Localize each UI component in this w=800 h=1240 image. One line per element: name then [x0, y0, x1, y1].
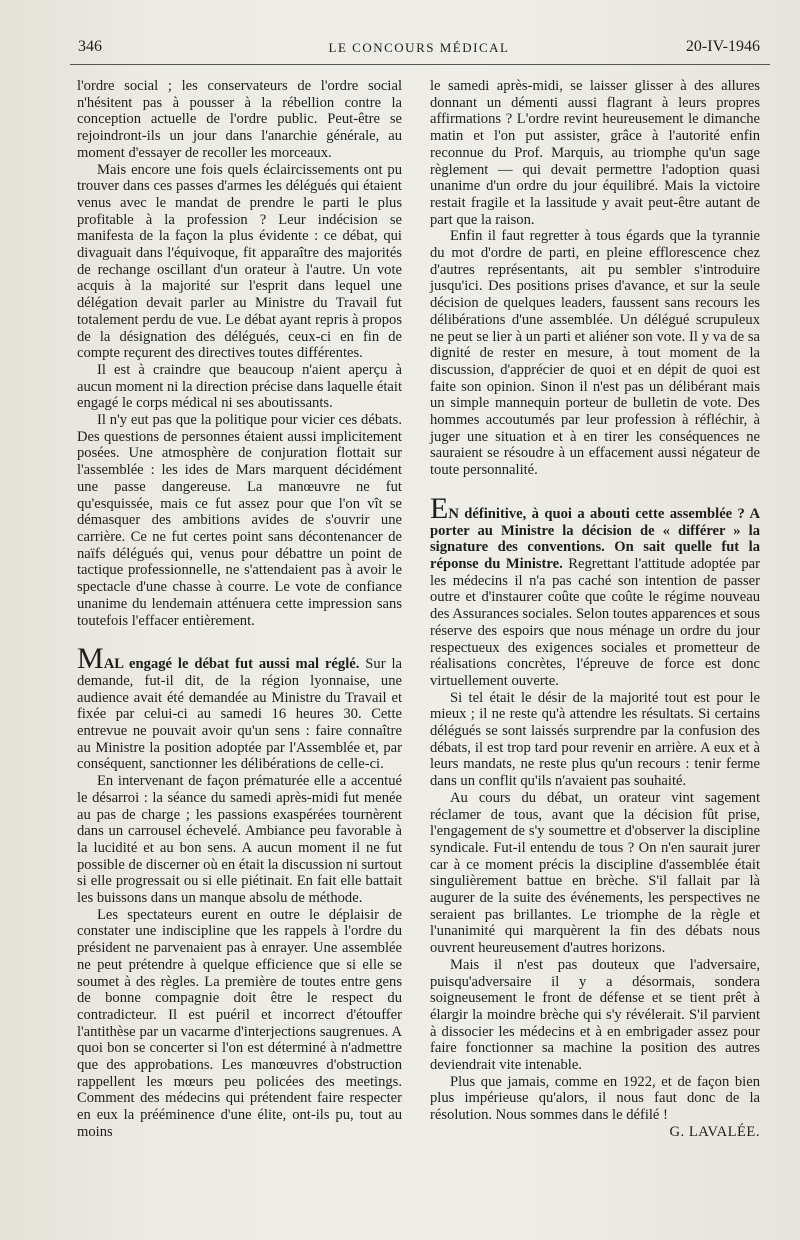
- left-column: [77, 78, 402, 1141]
- journal-title: LE CONCOURS MÉDICAL: [328, 40, 510, 55]
- page-header: [78, 38, 760, 62]
- author-signature: G. LAVALÉE.: [669, 1123, 760, 1140]
- paragraph: le samedi après-midi, se laisser glisser à des allures donnant un démenti aussi flagrant à leurs propres affirmations ? L'ordre revint heureusement le dimanche matin et l'on put assister, grâce à l'autorité enfin reconnue du Prof. Marquis, au triomphe qu'un sage règlement — qui devait permettre l'adoption quasi unanime d'un ordre du jour équilibré. Mais la victoire restait fragile et la lassitude y avait peut-être autant de part que la raison.: [430, 78, 760, 228]
- paragraph: En intervenant de façon prématurée elle a accentué le désarroi : la séance du samedi après-midi fut menée au pas de charge ; les passions exaspérées tournèrent dans un carrousel échevelé. Ambiance peu favorable à la lucidité et au bon sens. A aucun moment il ne fut possible de discerner où en était la discussion ni surtout si elle progressait ou si elle piétinait. En fait elle battait les buissons dans un manque absolu de méthode.: [77, 773, 402, 907]
- right-column: [430, 78, 760, 1141]
- paragraph: Il n'y eut pas que la politique pour vicier ces débats. Des questions de personnes étaient aussi implicitement posées. Une atmosphère de conjuration flottait sur l'assemblée : les ides de Mars marquent décidément une passe dangereuse. La manœuvre ne fut qu'esquissée, mais ce fut assez pour que l'on vît se démasquer des ambitions avides de s'ouvrir une carrière. Ce ne fut certes point sans décontenancer de naïfs délégués qui, venus pour débattre un point de tactique professionnelle, ne s'attendaient pas à avoir le spectacle d'une chasse à courre. Le vote de confiance unanime du lendemain atténuera cette impression sans toutefois l'effacer entièrement.: [77, 412, 402, 629]
- paragraph-text: Sur la demande, fut-il dit, de la région lyonnaise, une audience avait été demandée au Ministre du Travail et fixée par celui-ci au samedi 16 heures 30. Cette entrevue ne pouvait avoir qu'un sens : faire connaître au Ministre la position adoptée par l'Assemblée et, par conséquent, sanctionner les délibérations de celle-ci.: [77, 656, 402, 773]
- paragraph-text: Regrettant l'attitude adoptée par les médecins il n'a pas caché son intention de passer outre et d'instaurer coûte que coûte le régime nouveau des Assurances sociales. Selon toutes apparences et sous réserve des espoirs que nous ménage un ordre du jour respectueux des exigences sociales et prometteur de réalisations concrètes, l'épreuve de force est donc virtuellement ouverte.: [430, 555, 760, 689]
- drop-cap: M: [77, 642, 104, 676]
- paragraph: Il est à craindre que beaucoup n'aient aperçu à aucun moment ni la direction précise dans laquelle était engagé le corps médical ni ses aboutissants.: [77, 361, 402, 412]
- section-lede-paragraph: [77, 642, 402, 773]
- header-rule: [70, 64, 770, 65]
- issue-date: 20-IV-1946: [685, 38, 760, 55]
- paragraph: Si tel était le désir de la majorité tout est pour le mieux ; il ne reste qu'à attendre les résultats. Si certains délégués se sont laissés surprendre par la confusion des débats, il est trop tard pour revenir en arrière. A eux et à leurs mandats, ne reste plus qu'un recours : tenir ferme dans un conflit qu'ils n'avaient pas souhaité.: [430, 689, 760, 790]
- section-lede: AL engagé le débat fut aussi mal réglé.: [103, 656, 360, 673]
- paragraph: Mais il n'est pas douteux que l'adversaire, puisqu'adversaire il y a désormais, sondera soigneusement le front de défense et se tient prêt à élargir la moindre brèche qui s'y révélerait. S'il parvient à dissocier les médecins et à en embrigader assez pour faire fonctionner sa machine la position des autres deviendrait vite intenable.: [430, 956, 760, 1074]
- paragraph: Enfin il faut regretter à tous égards que la tyrannie du mot d'ordre de parti, en pleine efflorescence chez d'autres représentants, ait pu sembler s'introduire jusqu'ici. Des positions prises d'avance, et sur la seule décision de quelques leaders, faussent sans recours les délibérations d'une assemblée. Un délégué scrupuleux ne peut se lier à un parti et aliéner son vote. Il y va de sa dignité de rester en mesure, à tout moment de la discussion, d'apprécier de quoi et en dépit de quoi est faite son opinion. Sinon il n'est pas un délibérant mais un simple mannequin porteur de bulletin de vote. Des hommes accoutumés par leur profession à réfléchir, à juger une situation et à en tirer les conséquences ne sauraient se résoudre à un effacement aussi négateur de toute personnalité.: [430, 228, 760, 479]
- paragraph: l'ordre social ; les conservateurs de l'ordre social n'hésitent pas à pousser à la rébellion contre la conception actuelle de l'ordre public. Peut-être se rejoindront-ils un jour dans l'anarchie générale, au moment d'essayer de recoller les morceaux.: [77, 78, 402, 161]
- section-lede: N définitive, à quoi a abouti cette assemblée ? A porter au Ministre la décision de « différer » la signature des conventions. On sait quelle fut la réponse du Ministre.: [430, 505, 760, 572]
- paragraph: Mais encore une fois quels éclaircissements ont pu trouver dans ces passes d'armes les délégués qui étaient venus avec le mandat de prendre le parti le plus profitable à la profession ? Leur indécision se manifesta de la façon la plus évidente : ce débat, qui divaguait dans l'équivoque, fit apparaître des majorités de rechange oscillant d'un orateur à l'autre. Un vote acquis à la majorité sur l'esprit dans lequel une délégation devait parler au Ministre du Travail fut totalement perdu de vue. Le débat ayant repris à propos de la désignation des délégués, ceux-ci en fin de compte reçurent des directives toutes différentes.: [77, 161, 402, 362]
- paragraph: Au cours du débat, un orateur vint sagement réclamer de tous, avant que la décision fût prise, l'engagement de s'y soumettre et d'observer la discipline syndicale. Fut-il entendu de tous ? On n'en saurait jurer car à ce moment précis la discipline d'assemblée était singulièrement battue en brèche. S'il fallait par là augurer de la suite des événements, les perspectives ne seraient pas brillantes. Le triomphe de la règle et l'unanimité qui marquèrent la fin des débats nous ouvrent heureusement d'autres horizons.: [430, 789, 760, 957]
- drop-cap: E: [430, 491, 449, 525]
- paragraph: Les spectateurs eurent en outre le déplaisir de constater une indiscipline que les rappels à l'ordre du président ne parvenaient pas à enrayer. Une assemblée ne peut prétendre à quelque efficience que si elle se soumet à des règles. La première de toutes entre gens de bonne compagnie doit être le respect du contradicteur. Il est puéril et incorrect d'étouffer l'antithèse par un vacarme d'interjections saugrenues. A quoi bon se concerter si l'on est déterminé à n'admettre que des approbations. Les manœuvres d'obstruction rappellent les mœurs peu policées des meetings. Comment des médecins qui prétendent faire respecter en eux la prééminence d'une élite, ont-ils pu, tout au moins: [77, 906, 402, 1140]
- paragraph: Plus que jamais, comme en 1922, et de façon bien plus impérieuse qu'alors, il nous faut donc de la résolution. Nous sommes dans le défilé !: [430, 1073, 760, 1124]
- page-number: 346: [78, 38, 102, 55]
- section-lede-paragraph: [430, 491, 760, 690]
